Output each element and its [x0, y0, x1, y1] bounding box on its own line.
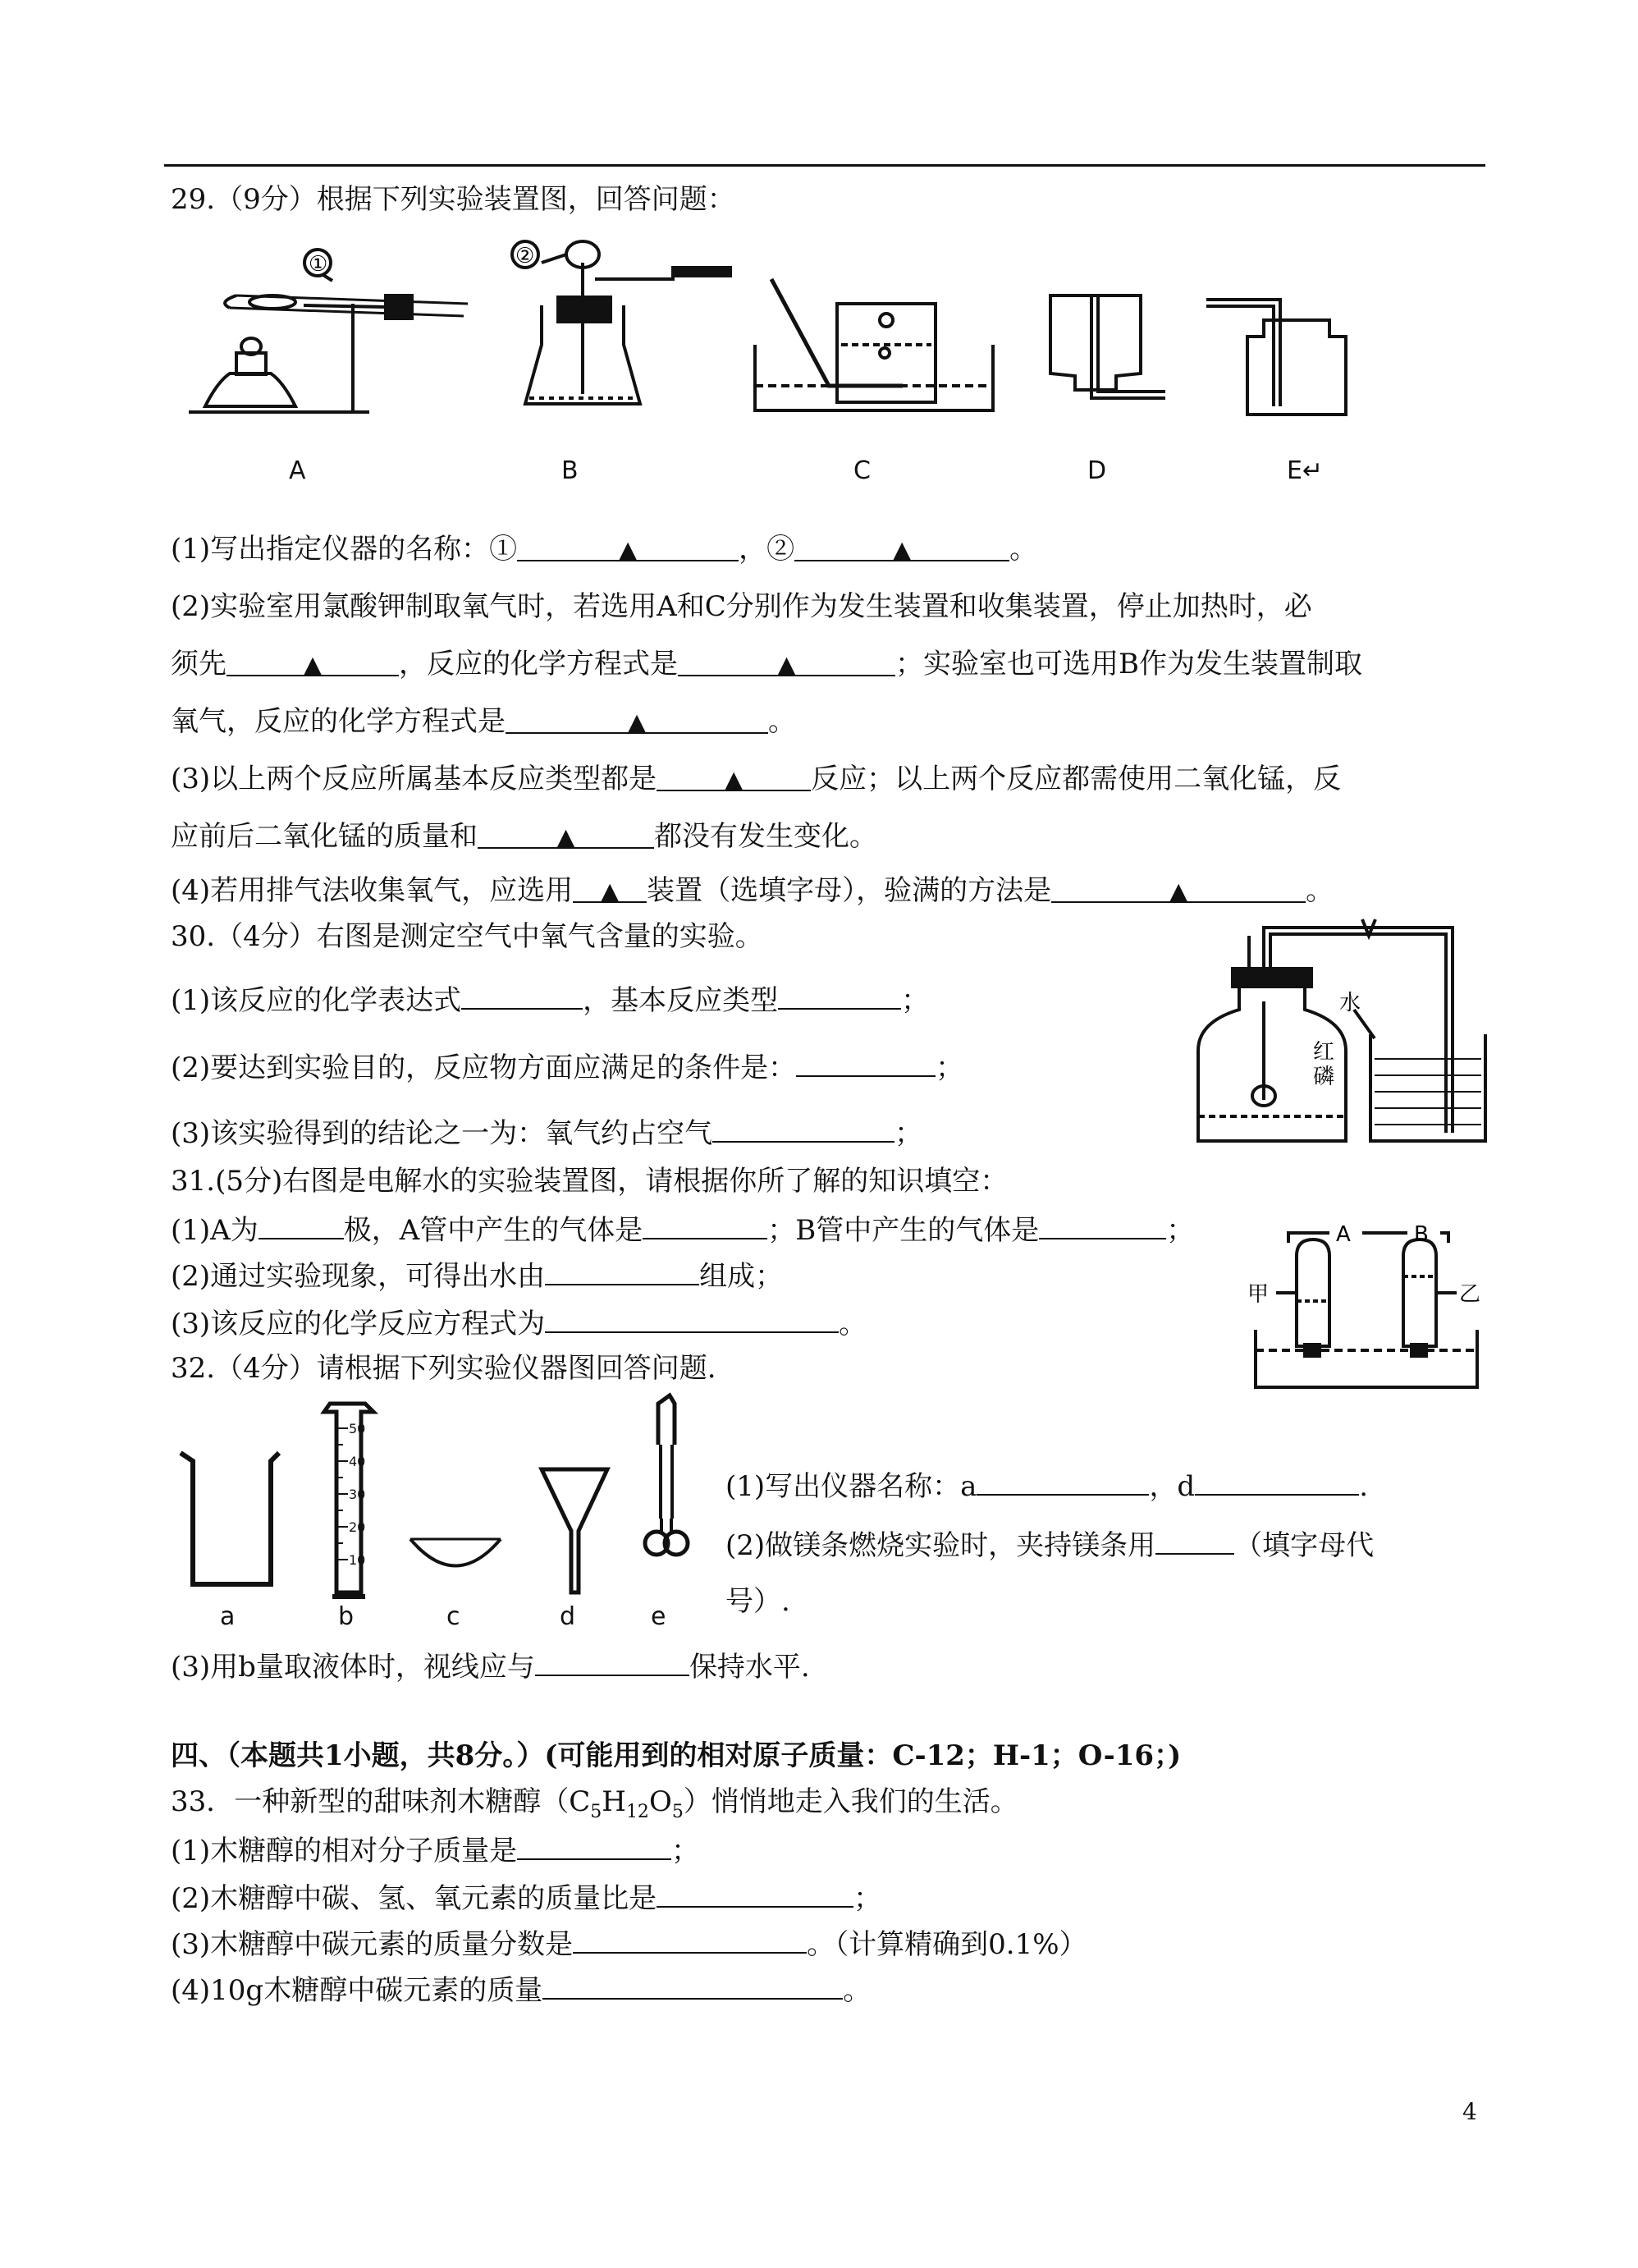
q32-blank-2[interactable] [1195, 1466, 1359, 1496]
q30-line2: (2)要达到实验目的，反应物方面应满足的条件是： ； [171, 1047, 963, 1085]
q31-fig-yi: 乙 [1459, 1282, 1481, 1307]
q31-title: 31.(5分)右图是电解水的实验装置图，请根据你所了解的知识填空： [171, 1165, 1009, 1198]
q29-title: 29.（9分）根据下列实验装置图，回答问题： [171, 183, 735, 216]
header-rule [164, 164, 1485, 167]
q32-line2-cont: 号）. [725, 1585, 790, 1618]
q33-line3: (3)木糖醇中碳元素的质量分数是 。（计算精确到0.1%） [171, 1924, 1087, 1962]
cyl-tick-20: 20 [349, 1519, 366, 1535]
q30-blank-1[interactable] [461, 980, 583, 1010]
q29-line7: (4)若用排气法收集氧气，应选用 ▲ 装置（选填字母），验满的方法是 ▲ 。 [171, 874, 1334, 907]
q29-line1: (1)写出指定仪器的名称：① ▲ ，② ▲ 。 [171, 533, 1038, 566]
q29-line5: (3)以上两个反应所属基本反应类型都是 ▲ 反应；以上两个反应都需使用二氧化锰，反 [171, 763, 1342, 795]
label-c: C [853, 456, 871, 485]
q31-blank-3[interactable] [1039, 1210, 1166, 1239]
q32-title: 32.（4分）请根据下列实验仪器图回答问题. [171, 1352, 716, 1385]
q29-apparatus-figure [181, 230, 1395, 501]
cyl-tick-30: 30 [349, 1487, 366, 1502]
q29-line2: (2)实验室用氯酸钾制取氧气时，若选用A和C分别作为发生装置和收集装置，停止加热时，必 [171, 590, 1312, 623]
q31-blank-2[interactable] [643, 1210, 767, 1239]
q30-blank-4[interactable] [712, 1113, 894, 1143]
q32-line3: (3)用b量取液体时，视线应与 保持水平. [171, 1647, 810, 1684]
q30-fig-phos: 磷 [1313, 1065, 1335, 1089]
q33-line2: (2)木糖醇中碳、氢、氧元素的质量比是 ； [171, 1878, 881, 1916]
q30-fig-water: 水 [1339, 991, 1361, 1015]
label-a: A [289, 456, 306, 485]
q33-title: 33．一种新型的甜味剂木糖醇$(C_5H_{12}O_5)$悄悄地走入我们的生活。 [171, 1785, 1018, 1822]
q30-blank-2[interactable] [778, 980, 901, 1010]
q30-fig-red: 红 [1313, 1040, 1335, 1065]
q32-blank-1[interactable] [977, 1466, 1149, 1496]
q33-blank-1[interactable] [517, 1830, 671, 1860]
instrument-label-c: c [446, 1602, 460, 1631]
instrument-label-b: b [338, 1602, 355, 1631]
q33-blank-4[interactable] [542, 1970, 843, 2000]
q31-fig-a: A [1336, 1222, 1351, 1247]
q33-line4: (4)10g木糖醇中碳元素的质量 。 [171, 1970, 871, 2008]
q31-figure [1247, 1223, 1485, 1404]
q29-blank-2[interactable]: ▲ [794, 532, 1009, 561]
q32-blank-3[interactable] [1155, 1525, 1234, 1555]
q33-line1: (1)木糖醇的相对分子质量是 ； [171, 1830, 699, 1868]
label-b: B [561, 456, 579, 485]
q31-blank-4[interactable] [545, 1256, 699, 1285]
label-e: E↵ [1287, 456, 1324, 485]
q31-line1: (1)A为 极，A管中产生的气体是 ；B管中产生的气体是 ； [171, 1210, 1194, 1248]
q29-line6: 应前后二氧化锰的质量和 ▲ 都没有发生变化。 [171, 820, 877, 853]
q30-blank-3[interactable] [796, 1047, 936, 1077]
section4-title: 四、（本题共1小题，共8分。）(可能用到的相对原子质量：C-12；H-1；O-16；) [171, 1739, 1182, 1772]
q29-circle2: ② [515, 244, 535, 268]
q29-blank-9[interactable]: ▲ [1051, 873, 1306, 903]
q31-line2: (2)通过实验现象，可得出水由 组成； [171, 1256, 783, 1294]
q29-blank-1[interactable]: ▲ [517, 532, 739, 561]
cyl-tick-40: 40 [349, 1454, 366, 1469]
q33-blank-3[interactable] [573, 1924, 807, 1954]
q30-title: 30.（4分）右图是测定空气中氧气含量的实验。 [171, 920, 763, 953]
instrument-label-a: a [220, 1602, 236, 1631]
q29-line3: 须先 ▲ ，反应的化学方程式是 ▲ ；实验室也可选用B作为发生装置制取 [171, 648, 1362, 680]
instrument-label-e: e [651, 1602, 666, 1631]
q29-blank-7[interactable]: ▲ [478, 819, 654, 849]
q31-blank-1[interactable] [259, 1210, 344, 1239]
instrument-label-d: d [560, 1602, 576, 1631]
label-d: D [1087, 456, 1107, 485]
page-number: 4 [1462, 2098, 1477, 2125]
q29-blank-5[interactable]: ▲ [506, 704, 768, 734]
q29-circle1: ① [309, 252, 328, 277]
q31-fig-jia: 甲 [1247, 1282, 1270, 1307]
q31-blank-5[interactable] [545, 1304, 839, 1333]
q29-line4: 氧气，反应的化学方程式是 ▲ 。 [171, 705, 796, 738]
q32-line2: (2)做镁条燃烧实验时，夹持镁条用 （填字母代 [725, 1525, 1374, 1563]
q32-line1: (1)写出仪器名称：a ，d . [725, 1466, 1368, 1504]
q30-line1: (1)该反应的化学表达式 ，基本反应类型 ； [171, 980, 929, 1018]
q29-blank-8[interactable]: ▲ [573, 873, 647, 903]
q30-line3: (3)该实验得到的结论之一为：氧气约占空气 ； [171, 1113, 922, 1151]
cyl-tick-10: 10 [349, 1552, 366, 1568]
q29-blank-4[interactable]: ▲ [678, 647, 895, 676]
q32-blank-4[interactable] [535, 1647, 689, 1676]
q30-figure [1182, 919, 1510, 1149]
q31-line3: (3)该反应的化学反应方程式为 。 [171, 1304, 867, 1341]
q32-instruments-figure [172, 1395, 706, 1617]
q29-blank-6[interactable]: ▲ [657, 762, 811, 791]
q33-blank-2[interactable] [657, 1878, 853, 1908]
q29-blank-3[interactable]: ▲ [226, 647, 399, 676]
q31-fig-b: B [1414, 1222, 1429, 1247]
cyl-tick-50: 50 [349, 1421, 366, 1436]
